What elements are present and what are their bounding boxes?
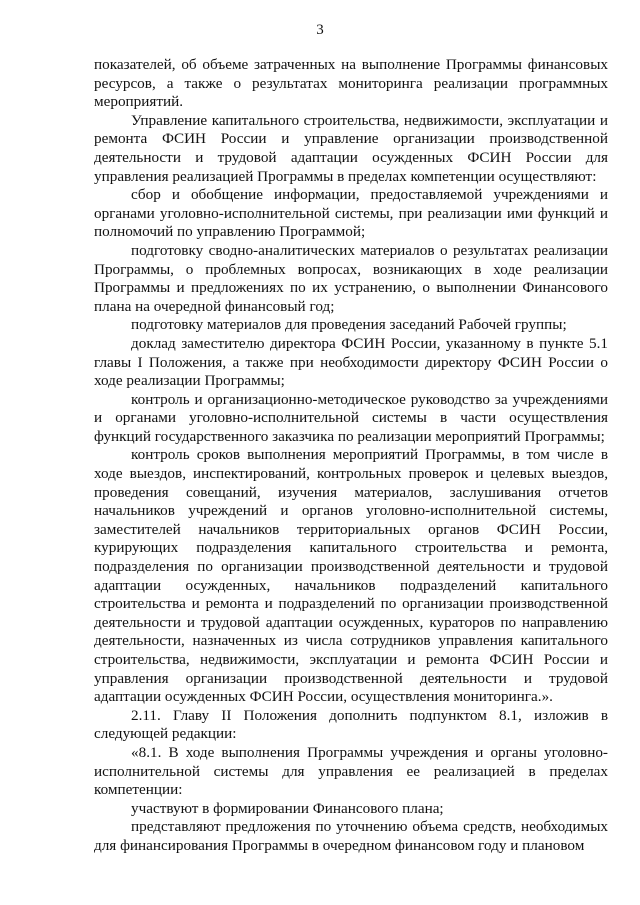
page-number: 3 — [316, 22, 324, 38]
paragraph: «8.1. В ходе выполнения Программы учреждения и органы уголовно-исполнительной системы для управления ее реализацией в пределах компетенции: — [94, 743, 608, 799]
paragraph: участвуют в формировании Финансового плана; — [131, 799, 444, 817]
paragraph: подготовку материалов для проведения заседаний Рабочей группы; — [131, 316, 567, 334]
document-body — [94, 56, 608, 856]
paragraph: сбор и обобщение информации, предоставляемой учреждениями и органами уголовно-исполнительной системы, при реализации ими функций и полномочий по управлению Программой; — [94, 186, 608, 241]
paragraph-continuation: показателей, об объеме затраченных на выполнение Программы финансовых ресурсов, а также о результатах мониторинга реализации программных мероприятий. — [94, 56, 608, 111]
paragraph: контроль сроков выполнения мероприятий Программы, в том числе в ходе выездов, инспектирований, контрольных проверок и целевых выездов, проведения совещаний, изучения материалов, заслушивания отчетов начальников учреждений и органов уголовно-исполнительной системы, заместителей начальников территориальных органов ФСИН России, курирующих подразделения капитального строительства и ремонта, подразделения по организации производственной деятельности и трудовой адаптации осужденных, начальников подразделений капитального строительства и ремонта и подразделений по организации производственной деятельности и трудовой адаптации осужденных, кураторов по направлению деятельности, назначенных из числа сотрудников управления капитального строительства, недвижимости, эксплуатации и ремонта ФСИН России и управления организации производственной деятельности и трудовой адаптации осужденных ФСИН России, осуществления мониторинга.». — [94, 446, 608, 706]
paragraph: представляют предложения по уточнению объема средств, необходимых для финансирования Программы в очередном финансовом году и плановом — [94, 818, 608, 854]
paragraph: контроль и организационно-методическое руководство за учреждениями и органами уголовно-исполнительной системы в части осуществления функций государственного заказчика по реализации мероприятий Программы; — [94, 390, 608, 445]
paragraph: 2.11. Главу II Положения дополнить подпунктом 8.1, изложив в следующей редакции: — [94, 706, 608, 743]
paragraph: Управление капитального строительства, недвижимости, эксплуатации и ремонта ФСИН России и управление организации производственной деятельности и трудовой адаптации осужденных ФСИН России для управления реализацией Программы в пределах компетенции осуществляют: — [94, 111, 608, 185]
paragraph: подготовку сводно-аналитических материалов о результатах реализации Программы, о проблемных вопросах, возникающих в ходе реализации Программы и предложениях по их устранению, о выполнении Финансового плана на очередной финансовый год; — [94, 241, 608, 315]
paragraph: доклад заместителю директора ФСИН России, указанному в пункте 5.1 главы I Положения, а также при необходимости директору ФСИН России о ходе реализации Программы; — [94, 334, 608, 390]
